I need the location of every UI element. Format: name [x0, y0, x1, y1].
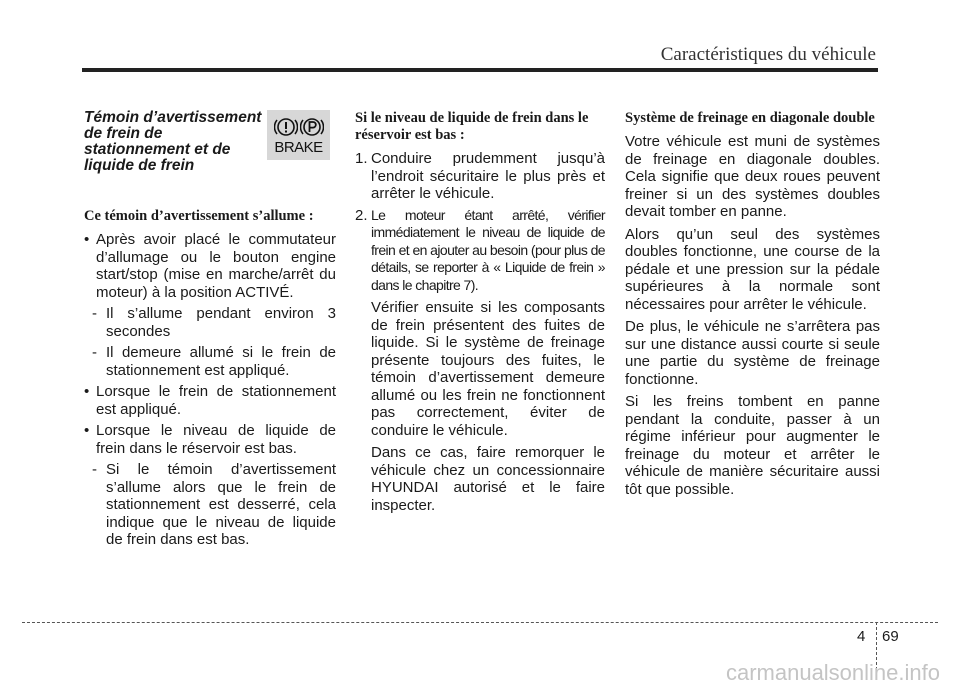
list-item-text: Après avoir placé le commutateur d’allumage ou le bouton engine start/stop (mise en marche/arrêt du moteur) à la position ACTIVÉ. — [96, 231, 336, 301]
list-item — [84, 461, 336, 549]
low-fluid-heading: Si le niveau de liquide de frein dans le réservoir est bas : — [355, 110, 589, 143]
footer-rule — [22, 622, 938, 623]
paragraph: Votre véhicule est muni de systèmes de freinage en diagonale doubles. Cela signifie que deux roues peuvent freiner si un des systèmes doubles devait tomber en panne. — [625, 133, 880, 220]
parking-brake-icon — [300, 116, 324, 138]
brake-warning-icon — [267, 110, 330, 160]
paragraph: Vérifier ensuite si les composants de frein présentent des fuites de liquide. Si le système de freinage présente toujours des fuites, le témoin d’avertissement demeure allumé ou les frein ne fonctionnent pas correctement, éviter de conduire le véhicule. — [371, 299, 605, 439]
page-number: 69 — [882, 628, 899, 645]
bullet-mark: • — [84, 231, 90, 248]
bullet-mark: • — [84, 422, 90, 439]
step-text: Le moteur étant arrêté, vérifier immédiatement le niveau de liquide de frein et en ajouter au besoin (pour plus de détails, se reporter à « Liquide de frein » dans le chapitre 7). — [371, 206, 605, 293]
paragraph: De plus, le véhicule ne s’arrêtera pas sur une distance aussi courte si seule une partie du système de freinage fonctionne. — [625, 318, 880, 388]
paragraph: Alors qu’un seul des systèmes doubles fonctionne, une course de la pédale et une pression sur la pédale supérieures à la normale sont nécessaires pour arrêter le véhicule. — [625, 225, 880, 313]
dash-mark: - — [92, 344, 97, 361]
warning-title: Témoin d’avertissement de frein de stationnement et de liquide de frein — [84, 109, 262, 174]
column-left — [84, 110, 336, 549]
chapter-title: Caractéristiques du véhicule — [660, 44, 876, 65]
paragraph: Dans ce cas, faire remorquer le véhicule chez un concessionnaire HYUNDAI autorisé et le faire inspecter. — [371, 444, 605, 514]
list-item-text: Il s’allume pendant environ 3 secondes — [106, 305, 336, 340]
brake-exclamation-icon — [274, 116, 298, 138]
paragraph: Si les freins tombent en panne pendant la conduite, passer à un régime inférieur pour augmenter le freinage du moteur et arrêter le véhicule de manière sécuritaire aussi tôt que possible. — [625, 393, 880, 498]
list-item — [84, 383, 336, 418]
numbered-step — [355, 207, 605, 295]
bullet-mark: • — [84, 383, 90, 400]
column-right — [625, 110, 880, 498]
list-item-text: Il demeure allumé si le frein de stationnement est appliqué. — [106, 344, 336, 379]
chapter-number: 4 — [857, 628, 866, 645]
dash-mark: - — [92, 305, 97, 322]
dash-mark: - — [92, 461, 97, 478]
header-rule — [82, 68, 878, 72]
numbered-step — [355, 150, 605, 203]
watermark: carmanualsonline.info — [725, 660, 940, 685]
list-item-text: Si le témoin d’avertissement s’allume alors que le frein de stationnement est desserré, cela indique que le niveau de liquide de frein dans est bas. — [106, 461, 336, 548]
list-item — [84, 231, 336, 301]
column-middle — [355, 110, 605, 514]
brake-symbols — [274, 115, 324, 139]
dual-brake-heading: Système de freinage en diagonale double — [625, 110, 875, 126]
list-item-text: Lorsque le frein de stationnement est appliqué. — [96, 383, 336, 418]
step-number: 2. — [355, 206, 368, 224]
list-item-text: Lorsque le niveau de liquide de frein dans le réservoir est bas. — [96, 422, 336, 457]
lights-on-heading: Ce témoin d’avertissement s’allume : — [84, 208, 314, 224]
brake-word: BRAKE — [274, 138, 323, 156]
step-text: Conduire prudemment jusqu’à l’endroit sécuritaire le plus près et arrêter le véhicule. — [371, 150, 605, 202]
step-number: 1. — [355, 150, 368, 167]
list-item — [84, 422, 336, 457]
list-item — [84, 305, 336, 340]
list-item — [84, 344, 336, 379]
